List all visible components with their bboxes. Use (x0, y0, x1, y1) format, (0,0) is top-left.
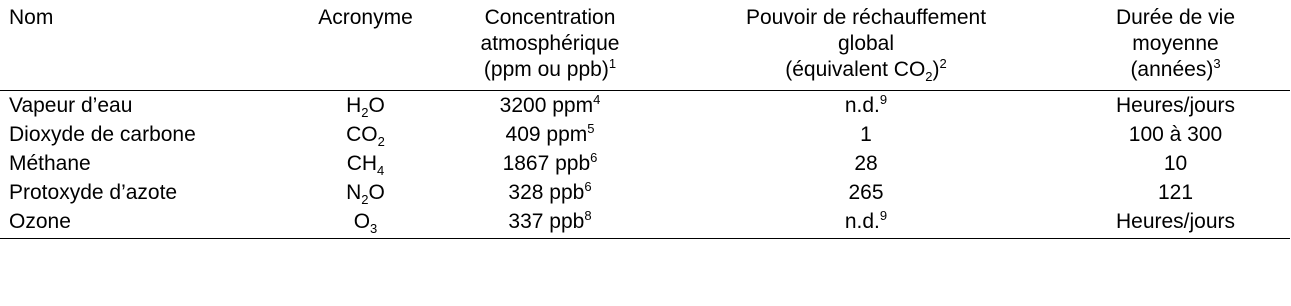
formula-part: O (368, 93, 385, 117)
cell-gwp (671, 178, 1061, 207)
header-gwp (671, 0, 1061, 91)
cell-formula (302, 149, 429, 178)
header-lifetime-line3 (1061, 57, 1290, 83)
cell-concentration (429, 149, 671, 178)
cell-formula (302, 207, 429, 239)
cell-concentration (429, 207, 671, 239)
footnote-marker: 9 (879, 91, 888, 107)
formula-part: N (346, 180, 362, 204)
header-gwp-line1: Pouvoir de réchauffement (745, 6, 987, 29)
header-concentration-unit: (ppm ou ppb) (483, 58, 609, 81)
formula-part: H (346, 93, 362, 117)
formula-subscript: 4 (377, 162, 385, 178)
cell-lifetime: 121 (1157, 180, 1194, 204)
concentration-value: 409 ppm (505, 122, 588, 146)
header-row (0, 0, 1290, 91)
footnote-marker: 1 (608, 56, 617, 71)
cell-name: Dioxyde de carbone (9, 122, 196, 146)
cell-name: Protoxyde d’azote (9, 180, 178, 204)
gwp-value: n.d. (844, 93, 880, 117)
footnote-marker: 6 (584, 178, 592, 194)
header-lifetime (1061, 0, 1290, 91)
table-row (0, 91, 1290, 121)
formula-part: O (353, 209, 371, 233)
cell-lifetime: 10 (1163, 151, 1188, 175)
formula-subscript: 2 (377, 133, 385, 149)
cell-name: Ozone (0, 207, 302, 239)
formula-part: CH (346, 151, 378, 175)
concentration-value: 337 ppb (508, 209, 585, 233)
cell-gwp (671, 120, 1061, 149)
header-lifetime-line1: Durée de vie (1115, 6, 1236, 29)
table-row (0, 120, 1290, 149)
header-acronym (302, 0, 429, 91)
header-name (0, 0, 302, 91)
footnote-marker: 6 (590, 149, 598, 165)
table-header (0, 0, 1290, 91)
header-concentration-line2: atmosphérique (480, 32, 620, 55)
header-concentration (429, 0, 671, 91)
header-lifetime-unit: (années) (1130, 58, 1214, 81)
header-gwp-unit-pre: (équivalent CO (785, 58, 926, 81)
footnote-marker: 4 (593, 91, 601, 107)
gwp-value: 1 (860, 122, 872, 146)
table-row (0, 149, 1290, 178)
header-concentration-line3 (429, 57, 671, 83)
cell-gwp (671, 91, 1061, 121)
concentration-value: 1867 ppb (502, 151, 591, 175)
cell-concentration (429, 91, 671, 121)
cell-gwp (671, 149, 1061, 178)
cell-name: Vapeur d’eau (9, 93, 133, 117)
cell-lifetime: Heures/jours (1115, 93, 1236, 117)
cell-formula (302, 91, 429, 121)
header-gwp-unit-sub: 2 (925, 69, 933, 84)
cell-concentration (429, 120, 671, 149)
cell-lifetime: 100 à 300 (1128, 122, 1223, 146)
header-lifetime-line2: moyenne (1132, 32, 1219, 55)
footnote-marker: 2 (939, 56, 947, 71)
table-row (0, 207, 1290, 239)
concentration-value: 3200 ppm (499, 93, 594, 117)
header-gwp-line2: global (837, 32, 895, 55)
cell-name: Méthane (9, 151, 91, 175)
concentration-value: 328 ppb (508, 180, 585, 204)
footnote-marker: 3 (1213, 56, 1221, 71)
table-body (0, 91, 1290, 239)
formula-subscript: 3 (370, 220, 378, 236)
header-gwp-line3 (671, 57, 1061, 83)
formula-subscript: 2 (361, 104, 369, 120)
formula-part: CO (346, 122, 378, 146)
footnote-marker: 5 (587, 120, 595, 136)
formula-part: O (368, 180, 385, 204)
cell-gwp (671, 207, 1061, 239)
footnote-marker: 8 (584, 207, 592, 223)
cell-formula (302, 120, 429, 149)
header-concentration-line1: Concentration (484, 6, 616, 29)
gwp-value: 265 (848, 180, 884, 204)
gwp-value: n.d. (844, 209, 880, 233)
cell-concentration (429, 178, 671, 207)
cell-formula (302, 178, 429, 207)
cell-lifetime: Heures/jours (1061, 207, 1290, 239)
footnote-marker: 9 (879, 207, 888, 223)
formula-subscript: 2 (361, 191, 369, 207)
header-gwp-unit-post: ) (932, 58, 940, 81)
header-acronym-label: Acronyme (318, 6, 413, 29)
header-name-label: Nom (9, 6, 54, 29)
gwp-value: 28 (854, 151, 878, 175)
table-row (0, 178, 1290, 207)
